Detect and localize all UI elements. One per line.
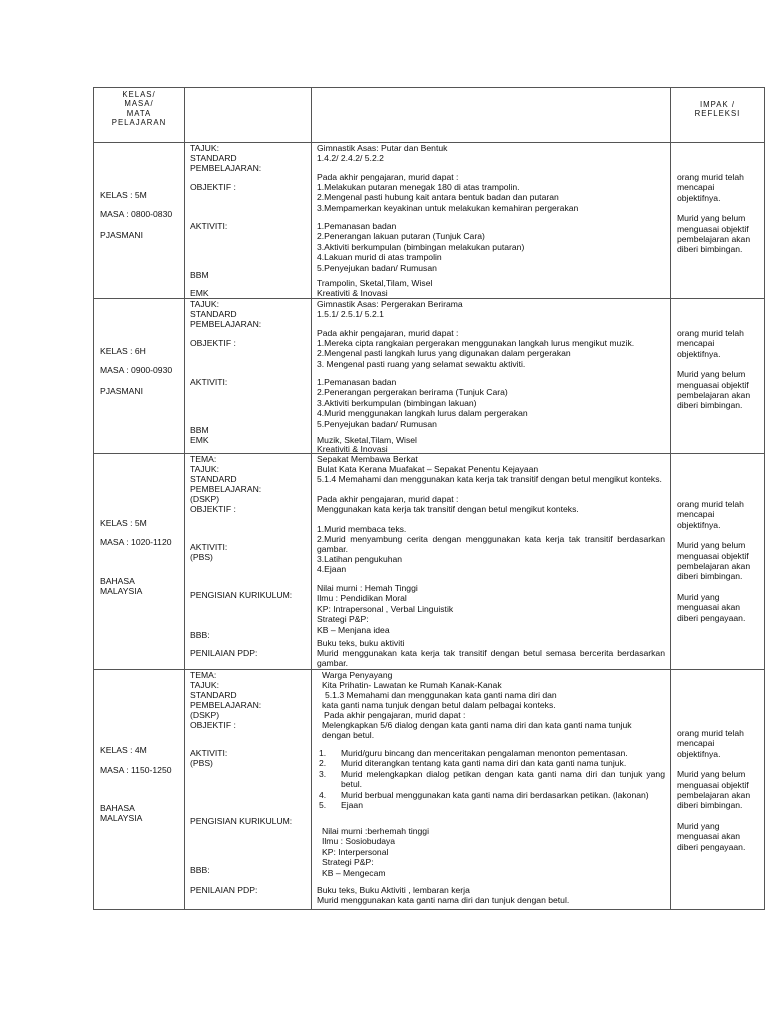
masa-text: MASA : 1020-1120: [100, 537, 172, 547]
objektif-intro: Pada akhir pengajaran, murid dapat :: [317, 328, 459, 338]
aktiviti-item: 2.Murid menyambung cerita dengan menggunakan kata kerja tak transitif berdasarkan gambar.: [317, 534, 665, 555]
label-bbm: BBM: [190, 270, 209, 280]
kelas-cell: [94, 454, 185, 670]
item-number: 3.: [319, 768, 327, 779]
tajuk-text: Gimnastik Asas: Pergerakan Berirama: [317, 299, 463, 309]
impak-line: diberi bimbingan.: [677, 800, 743, 811]
aktiviti-item: 3.Latihan pengukuhan: [317, 554, 403, 564]
label-pbs: (PBS): [190, 552, 213, 562]
tema-text: Warga Penyayang: [322, 670, 393, 680]
labels-cell: [185, 670, 312, 910]
standard-text: 1.4.2/ 2.4.2/ 5.2.2: [317, 153, 384, 163]
pengisian-item: Nilai murni :berhemah tinggi: [322, 826, 429, 836]
objektif-item: 3.Mempamerkan keyakinan untuk melakukan kemahiran pergerakan: [317, 202, 579, 213]
impak-line: objektifnya.: [677, 348, 721, 359]
aktiviti-item: 5.Penyejukan badan/ Rumusan: [317, 418, 437, 429]
header-text: REFLEKSI: [694, 109, 741, 119]
subject-text: BAHASA: [100, 576, 135, 586]
label-bbb: BBB:: [190, 630, 210, 640]
header-text: MASA/: [124, 99, 154, 109]
labels-cell: [185, 143, 312, 299]
label-pbs: (PBS): [190, 758, 213, 768]
labels-cell: [185, 454, 312, 670]
label-aktiviti: AKTIVITI:: [190, 377, 228, 387]
labels-cell: [185, 299, 312, 454]
impak-cell: [671, 670, 765, 910]
impak-spacer: [677, 203, 750, 213]
bbm-text: Muzik, Sketal,Tilam, Wisel: [317, 435, 417, 445]
objektif-item: 2.Mengenal pasti langkah lurus yang digunakan dalam pergerakan: [317, 348, 571, 359]
item-text: Murid diterangkan tentang kata ganti nama diri dan kata ganti nama tunjuk.: [341, 758, 627, 769]
impak-line: objektifnya.: [677, 748, 721, 759]
label-penilaian: PENILAIAN PDP:: [190, 648, 258, 658]
objektif-intro: Pada akhir pengajaran, murid dapat :: [317, 172, 459, 182]
pengisian-item: Strategi P&P:: [322, 857, 374, 868]
item-number: 4.: [319, 789, 327, 800]
header-text: KELAS/: [122, 90, 156, 99]
kelas-text: KELAS : 4M: [100, 745, 147, 755]
label-tajuk: TAJUK:: [190, 143, 219, 153]
kelas-text: KELAS : 5M: [100, 190, 147, 200]
aktiviti-item: [319, 800, 665, 810]
impak-line: orang murid telah: [677, 328, 744, 338]
kelas-text: KELAS : 5M: [100, 518, 147, 528]
aktiviti-item: 4.Lakuan murid di atas trampolin: [317, 252, 442, 263]
aktiviti-item: [319, 790, 665, 800]
header-text: MATA: [126, 108, 152, 118]
item-number: 1.: [319, 748, 327, 758]
pengisian-item: Strategi P&P:: [317, 614, 369, 625]
aktiviti-list: [317, 377, 528, 429]
pengisian-item: KB – Mengecam: [322, 867, 386, 878]
impak-line: menguasai objektif: [677, 779, 749, 790]
header-row: [94, 88, 765, 143]
impak-line: diberi bimbingan.: [677, 400, 743, 411]
tajuk-text: Kita Prihatin- Lawatan ke Rumah Kanak-Kanak: [322, 680, 502, 690]
item-text: Murid berbual menggunakan kata ganti nama diri berdasarkan petikan. (lakonan): [341, 789, 649, 800]
impak-text: [677, 328, 750, 411]
impak-line: pembelajaran akan: [677, 390, 751, 401]
impak-line: mencapai: [677, 338, 715, 349]
header-text: PELAJARAN: [111, 118, 167, 128]
tema-text: Sepakat Membawa Berkat: [317, 454, 418, 464]
aktiviti-list: [319, 748, 665, 810]
kelas-cell: [94, 670, 185, 910]
objektif-text: Menggunakan kata kerja tak transitif dengan betul mengikut konteks.: [317, 504, 579, 514]
impak-line: menguasai akan: [677, 831, 741, 842]
impak-line: diberi bimbingan.: [677, 571, 743, 582]
masa-text: MASA : 0900-0930: [100, 365, 173, 375]
objektif-item: 3. Mengenal pasti ruang yang selamat sewaktu aktiviti.: [317, 358, 526, 369]
bbb-text: Buku teks, Buku Aktiviti , lembaran kerja: [317, 885, 470, 895]
aktiviti-item: 4.Ejaan: [317, 564, 347, 574]
impak-line: menguasai objektif: [677, 379, 749, 390]
label-aktiviti: AKTIVITI:: [190, 748, 228, 758]
label-tajuk: TAJUK:: [190, 464, 219, 474]
subject-text: MALAYSIA: [100, 813, 143, 823]
impak-spacer: [677, 530, 750, 540]
label-tema: TEMA:: [190, 670, 217, 680]
impak-line: Murid yang belum: [677, 369, 746, 380]
pengisian-item: KB – Menjana idea: [317, 624, 390, 635]
pengisian-item: Nilai murni : Hemah Tinggi: [317, 583, 418, 593]
subject-text: MALAYSIA: [100, 586, 143, 596]
label-dskp: (DSKP): [190, 494, 220, 504]
item-text: Murid melengkapkan dialog petikan dengan kata ganti nama diri dan tunjuk yang betul.: [341, 768, 665, 790]
penilaian-text: Murid menggunakan kata ganti nama diri dan tunjuk dengan betul.: [317, 895, 570, 905]
aktiviti-item: 3.Aktiviti berkumpulan (bimbingan melakukan putaran): [317, 241, 525, 252]
label-pengisian: PENGISIAN KURIKULUM:: [190, 590, 293, 600]
label-pengisian: PENGISIAN KURIKULUM:: [190, 816, 293, 826]
objektif-item: 2.Mengenal pasti hubung kait antara bentuk badan dan putaran: [317, 192, 559, 203]
impak-spacer: [677, 759, 750, 769]
label-standard: STANDARD: [190, 309, 237, 319]
item-text: Murid/guru bincang dan menceritakan pengalaman menonton pementasan.: [341, 748, 628, 758]
impak-cell: [671, 454, 765, 670]
impak-text: [677, 728, 750, 852]
pengisian-item: Ilmu : Sosiobudaya: [322, 836, 396, 847]
impak-line: objektifnya.: [677, 519, 721, 530]
objektif-item: 1.Melakukan putaran menegak 180 di atas trampolin.: [317, 182, 520, 192]
impak-line: mencapai: [677, 509, 715, 520]
kelas-cell: [94, 299, 185, 454]
header-kelas-masa: [94, 88, 185, 143]
label-aktiviti: AKTIVITI:: [190, 542, 228, 552]
aktiviti-item: [319, 758, 665, 768]
impak-cell: [671, 143, 765, 299]
aktiviti-item: 1.Pemanasan badan: [317, 221, 397, 231]
impak-line: pembelajaran akan: [677, 790, 751, 801]
impak-line: mencapai: [677, 182, 715, 193]
aktiviti-item: 2.Penerangan pergerakan berirama (Tunjuk Cara): [317, 387, 508, 398]
aktiviti-item: 1.Murid membaca teks.: [317, 524, 407, 534]
item-text: Ejaan: [341, 800, 363, 811]
label-objektif: OBJEKTIF :: [190, 338, 236, 348]
label-objektif: OBJEKTIF :: [190, 720, 236, 730]
label-penilaian: PENILAIAN PDP:: [190, 885, 258, 895]
objektif-list: [317, 338, 634, 369]
aktiviti-item: [319, 748, 665, 758]
objektif-list: [317, 182, 578, 213]
label-emk: EMK: [190, 435, 209, 445]
content-cell: [312, 143, 671, 299]
label-tajuk: TAJUK:: [190, 299, 219, 309]
masa-text: MASA : 1150-1250: [100, 765, 172, 775]
pengisian-list: [317, 583, 453, 635]
aktiviti-item: [319, 769, 665, 790]
label-bbm: BBM: [190, 425, 209, 435]
kelas-text: KELAS : 6H: [100, 346, 146, 356]
subject-text: BAHASA: [100, 803, 135, 813]
header-empty-labels: [185, 88, 312, 143]
pengisian-list: [322, 826, 429, 878]
header-text: IMPAK /: [699, 100, 736, 109]
impak-spacer: [677, 582, 750, 592]
impak-line: menguasai akan: [677, 602, 741, 613]
objektif-intro: Pada akhir pengajaran, murid dapat :: [324, 710, 466, 720]
impak-line: Murid yang belum: [677, 769, 746, 780]
label-tajuk: TAJUK:: [190, 680, 219, 690]
emk-text: Kreativiti & Inovasi: [317, 288, 388, 298]
label-dskp: (DSKP): [190, 710, 220, 720]
impak-line: menguasai objektif: [677, 550, 749, 561]
masa-text: MASA : 0800-0830: [100, 209, 173, 219]
impak-line: mencapai: [677, 738, 715, 749]
standard-text-line1: 5.1.3 Memahami dan menggunakan kata ganti nama diri dan: [325, 690, 557, 700]
objektif-item: 1.Mereka cipta rangkaian pergerakan menggunakan langkah lurus mengikut muzik.: [317, 338, 635, 348]
label-pembelajaran: PEMBELAJARAN:: [190, 484, 262, 494]
bbm-text: Trampolin, Sketal,Tilam, Wisel: [317, 278, 433, 288]
label-pembelajaran: PEMBELAJARAN:: [190, 700, 262, 710]
impak-text: [677, 172, 750, 255]
label-standard: STANDARD: [190, 690, 237, 700]
label-standard: STANDARD: [190, 474, 237, 484]
lesson-row: [94, 299, 765, 454]
penilaian-text: Murid menggunakan kata kerja tak transitif dengan betul semasa bercerita berdasarkan gambar.: [317, 648, 665, 669]
impak-line: Murid yang belum: [677, 540, 746, 551]
standard-text-line2: kata ganti nama tunjuk dengan betul dalam pelbagai konteks.: [322, 700, 556, 710]
aktiviti-item: 1.Pemanasan badan: [317, 377, 397, 387]
content-cell: [312, 670, 671, 910]
aktiviti-list: [317, 221, 524, 273]
lesson-row: [94, 454, 765, 670]
impak-spacer: [677, 811, 750, 821]
impak-cell: [671, 299, 765, 454]
lesson-plan-table: [93, 87, 765, 910]
bbb-text: Buku teks, buku aktiviti: [317, 638, 405, 648]
impak-line: objektifnya.: [677, 192, 721, 203]
impak-line: menguasai objektif: [677, 223, 749, 234]
tajuk-text: Gimnastik Asas: Putar dan Bentuk: [317, 143, 448, 153]
emk-text: Kreativiti & Inovasi: [317, 444, 388, 454]
aktiviti-item: 4.Murid menggunakan langkah lurus dalam pergerakan: [317, 408, 528, 419]
impak-text: [677, 499, 750, 623]
lesson-row: [94, 143, 765, 299]
aktiviti-item: 3.Aktiviti berkumpulan (bimbingan lakuan): [317, 397, 477, 408]
label-pembelajaran: PEMBELAJARAN:: [190, 319, 262, 329]
tajuk-text: Bulat Kata Kerana Muafakat – Sepakat Penentu Kejayaan: [317, 464, 539, 474]
pengisian-item: Ilmu : Pendidikan Moral: [317, 593, 407, 604]
aktiviti-item: 5.Penyejukan badan/ Rumusan: [317, 262, 437, 273]
lesson-row: [94, 670, 765, 910]
impak-line: Murid yang: [677, 591, 720, 602]
pengisian-item: KP: Interpersonal: [322, 846, 389, 857]
standard-text: 1.5.1/ 2.5.1/ 5.2.1: [317, 309, 384, 319]
impak-line: diberi pengayaan.: [677, 612, 746, 623]
subject-text: PJASMANI: [100, 230, 143, 240]
label-pembelajaran: PEMBELAJARAN:: [190, 163, 262, 173]
label-bbb: BBB:: [190, 865, 210, 875]
impak-line: diberi bimbingan.: [677, 244, 743, 255]
impak-line: orang murid telah: [677, 728, 744, 738]
header-impak: [671, 88, 765, 143]
standard-text: 5.1.4 Memahami dan menggunakan kata kerja tak transitif dengan betul mengikut konteks.: [317, 474, 662, 484]
label-objektif: OBJEKTIF :: [190, 182, 236, 192]
label-emk: EMK: [190, 288, 209, 298]
objektif-intro: Pada akhir pengajaran, murid dapat :: [317, 494, 459, 504]
impak-line: pembelajaran akan: [677, 561, 751, 572]
kelas-cell: [94, 143, 185, 299]
subject-text: PJASMANI: [100, 386, 143, 396]
content-cell: [312, 299, 671, 454]
objektif-text-line2: dengan betul.: [322, 730, 375, 740]
label-aktiviti: AKTIVITI:: [190, 221, 228, 231]
item-number: 2.: [319, 758, 327, 769]
impak-line: orang murid telah: [677, 172, 744, 182]
item-number: 5.: [319, 800, 327, 811]
impak-line: pembelajaran akan: [677, 234, 751, 245]
impak-line: orang murid telah: [677, 499, 744, 509]
impak-spacer: [677, 359, 750, 369]
content-cell: [312, 454, 671, 670]
label-objektif: OBJEKTIF :: [190, 504, 236, 514]
label-standard: STANDARD: [190, 153, 237, 163]
aktiviti-item: 2.Penerangan lakuan putaran (Tunjuk Cara): [317, 231, 485, 242]
objektif-text-line1: Melengkapkan 5/6 dialog dengan kata ganti nama diri dan kata ganti nama tunjuk: [322, 720, 632, 730]
label-tema: TEMA:: [190, 454, 217, 464]
impak-line: diberi pengayaan.: [677, 841, 746, 852]
header-empty-content: [312, 88, 671, 143]
pengisian-item: KP: Intrapersonal , Verbal Linguistik: [317, 603, 454, 614]
impak-line: Murid yang belum: [677, 213, 746, 224]
impak-line: Murid yang: [677, 820, 720, 831]
